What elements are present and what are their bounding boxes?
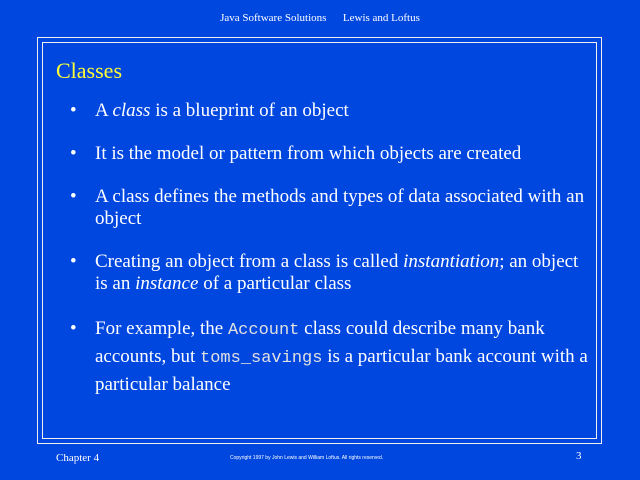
bullet-text-part: ; an object is an — [95, 251, 579, 294]
emphasis-class: class — [112, 100, 151, 121]
footer-chapter: Chapter 4 — [56, 452, 100, 464]
emphasis-instantiation: instantiation — [403, 251, 500, 272]
code-toms-savings: toms_savings — [200, 349, 323, 368]
bullet-instantiation — [70, 251, 590, 295]
bullet-class-blueprint — [70, 100, 590, 122]
bullet-list — [70, 100, 590, 398]
bullet-text-part: A class defines the methods and types of data associated with an object — [95, 186, 585, 229]
bullet-model-pattern — [70, 143, 590, 165]
bullet-text-part: class could describe many bank accounts, but — [95, 318, 545, 367]
bullet-text-part: For example, the — [95, 318, 228, 339]
code-account: Account — [227, 321, 300, 340]
bullet-text-part: of a particular class — [198, 273, 352, 294]
slide-title: Classes — [56, 58, 122, 83]
emphasis-instance: instance — [135, 273, 199, 294]
bullet-text-part: is a blueprint of an object — [150, 100, 349, 121]
page-number: 3 — [576, 450, 582, 462]
slide-header: Java Software Solutions Lewis and Loftus — [220, 12, 420, 24]
bullet-account-example — [70, 316, 590, 398]
bullet-text-part: is a particular bank account with a particular balance — [95, 346, 588, 395]
bullet-methods-data — [70, 186, 590, 230]
bullet-text-part: It is the model or pattern from which objects are created — [95, 143, 522, 164]
footer-copyright: Copyright 1997 by John Lewis and William Loftus. All rights reserved. — [230, 455, 384, 461]
bullet-text-part: A — [95, 100, 113, 121]
bullet-text-part: Creating an object from a class is called — [95, 251, 404, 272]
